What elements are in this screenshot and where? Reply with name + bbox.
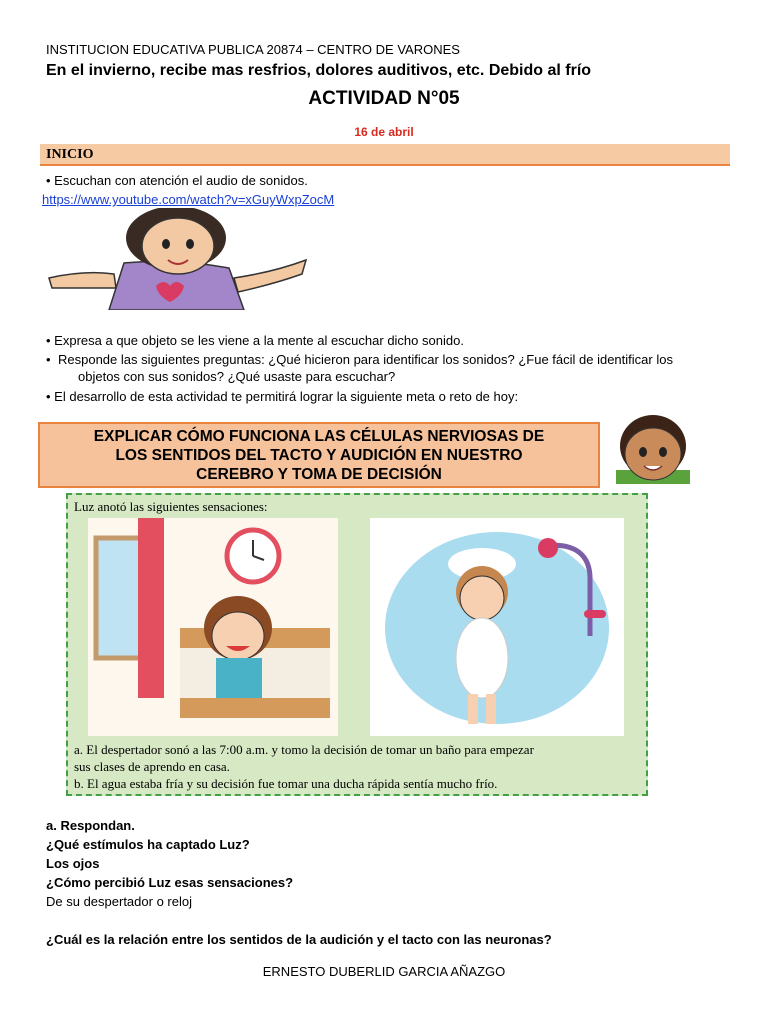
shower-illustration	[370, 518, 624, 736]
goal-line: CEREBRO Y TOMA DE DECISIÓN	[196, 466, 442, 483]
section-inicio	[40, 144, 730, 166]
wakeup-illustration	[88, 518, 338, 736]
question-3: ¿Cuál es la relación entre los sentidos de la audición y el tacto con las neuronas?	[46, 932, 552, 947]
bullet-item: •	[46, 352, 51, 367]
scenario-text: sus clases de aprendo en casa.	[74, 759, 230, 774]
answer-1: Los ojos	[46, 856, 100, 871]
date: 16 de abril	[354, 125, 414, 139]
question-2: ¿Cómo percibió Luz esas sensaciones?	[46, 875, 294, 890]
bullet-item: • El desarrollo de esta actividad te permitirá lograr la siguiente meta o reto de hoy:	[46, 389, 519, 404]
scenario-item-a	[74, 741, 534, 775]
girl-listening-illustration	[44, 208, 310, 310]
subtitle: En el invierno, recibe mas resfrios, dolores auditivos, etc. Debido al frío	[46, 62, 592, 79]
goal-line: EXPLICAR CÓMO FUNCIONA LAS CÉLULAS NERVIOSAS DE	[93, 428, 545, 445]
answer-2: De su despertador o reloj	[46, 894, 192, 909]
question-1: ¿Qué estímulos ha captado Luz?	[46, 837, 250, 852]
bullet-text: Responde las siguientes preguntas: ¿Qué hicieron para identificar los sonidos? ¿Fue fácil de identificar los	[58, 352, 673, 367]
bullet-text: Expresa a que objeto se les viene a la mente al escuchar dicho sonido.	[54, 333, 464, 348]
scenario-text: a. El despertador sonó a las 7:00 a.m. y tomo la decisión de tomar un baño para empezar	[74, 742, 534, 757]
page-title: ACTIVIDAD N°05	[308, 88, 460, 109]
goal-line: LOS SENTIDOS DEL TACTO Y AUDICIÓN EN NUESTRO	[115, 447, 523, 464]
scenario-box	[66, 493, 648, 796]
scenario-intro: Luz anotó las siguientes sensaciones:	[74, 499, 268, 514]
bullet-text: El desarrollo de esta actividad te permitirá lograr la siguiente meta o reto de hoy:	[54, 389, 519, 404]
scenario-item-b: b. El agua estaba fría y su decisión fue tomar una ducha rápida sentía mucho frío.	[74, 776, 498, 791]
bullet-item: • Escuchan con atención el audio de sonidos.	[46, 173, 308, 188]
bullet-text: objetos con sus sonidos? ¿Qué usaste para escuchar?	[78, 369, 396, 384]
bullet-text: Escuchan con atención el audio de sonidos.	[54, 173, 308, 188]
boy-illustration	[608, 408, 694, 490]
footer-author: ERNESTO DUBERLID GARCIA AÑAZGO	[262, 964, 506, 979]
goal-banner	[38, 422, 600, 488]
section-label: INICIO	[46, 147, 94, 162]
institution-header: INSTITUCION EDUCATIVA PUBLICA 20874 – CENTRO DE VARONES	[46, 42, 460, 57]
bullet-item: • Expresa a que objeto se les viene a la mente al escuchar dicho sonido.	[46, 333, 464, 348]
youtube-link[interactable]: https://www.youtube.com/watch?v=xGuyWxpZocM	[42, 192, 335, 207]
questions-heading: a. Respondan.	[46, 818, 135, 833]
